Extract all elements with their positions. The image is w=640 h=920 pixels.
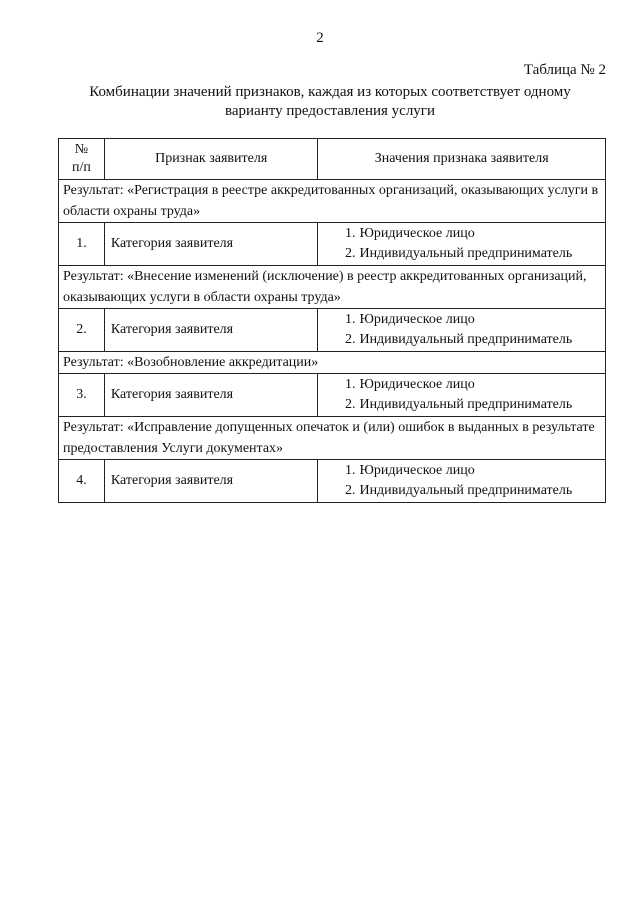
values-list [318,375,605,415]
value-text: Индивидуальный предприниматель [359,483,573,498]
table-row [59,374,606,417]
feature-cell: Категория заявителя [104,309,318,352]
value-text: Юридическое лицо [359,312,475,327]
table-title-line-1: Комбинации значений признаков, каждая из которых соответствует одному [89,84,571,100]
value-text: Юридическое лицо [359,463,475,478]
applicant-features-table [58,138,606,503]
values-cell [318,309,606,352]
table-caption: Таблица № 2 [523,62,606,78]
row-number: 3. [59,374,105,417]
value-text: Индивидуальный предприниматель [359,332,573,347]
table-title [60,83,600,121]
list-item [318,375,605,395]
list-index: 2. [344,332,356,347]
feature-cell: Категория заявителя [104,223,318,266]
row-number: 1. [59,223,105,266]
list-index: 2. [344,483,356,498]
result-text: Результат: «Исправление допущенных опечаток и (или) ошибок в выданных в результате предоставления Услуги документах» [59,417,606,460]
list-index: 2. [344,397,356,412]
list-index: 2. [344,246,356,261]
list-item [318,310,605,330]
list-item [318,224,605,244]
result-text: Результат: «Регистрация в реестре аккредитованных организаций, оказывающих услуги в области охраны труда» [59,180,606,223]
result-text: Результат: «Внесение изменений (исключение) в реестр аккредитованных организаций, оказывающих услуги в области охраны труда» [59,266,606,309]
table-header-row [59,139,606,180]
table-row [59,460,606,503]
list-item [318,481,605,501]
values-list [318,310,605,350]
table-title-line-2: варианту предоставления услуги [225,103,435,119]
header-number-symbol: № [74,142,89,157]
list-index: 1. [344,226,356,241]
page-number: 2 [316,30,324,46]
header-values: Значения признака заявителя [318,139,606,180]
value-text: Юридическое лицо [359,377,475,392]
value-text: Индивидуальный предприниматель [359,397,573,412]
list-index: 1. [344,463,356,478]
header-feature: Признак заявителя [104,139,318,180]
list-item [318,244,605,264]
header-number-abbr: п/п [72,160,91,175]
values-list [318,224,605,264]
values-cell [318,374,606,417]
values-cell [318,223,606,266]
result-row [59,352,606,374]
result-text: Результат: «Возобновление аккредитации» [59,352,606,374]
table-row [59,309,606,352]
values-cell [318,460,606,503]
list-item [318,395,605,415]
row-number: 2. [59,309,105,352]
table-row [59,223,606,266]
value-text: Индивидуальный предприниматель [359,246,573,261]
feature-cell: Категория заявителя [104,460,318,503]
result-row [59,417,606,460]
list-item [318,461,605,481]
result-row [59,180,606,223]
list-item [318,330,605,350]
header-number [59,139,105,180]
list-index: 1. [344,312,356,327]
value-text: Юридическое лицо [359,226,475,241]
result-row [59,266,606,309]
row-number: 4. [59,460,105,503]
values-list [318,461,605,501]
list-index: 1. [344,377,356,392]
feature-cell: Категория заявителя [104,374,318,417]
